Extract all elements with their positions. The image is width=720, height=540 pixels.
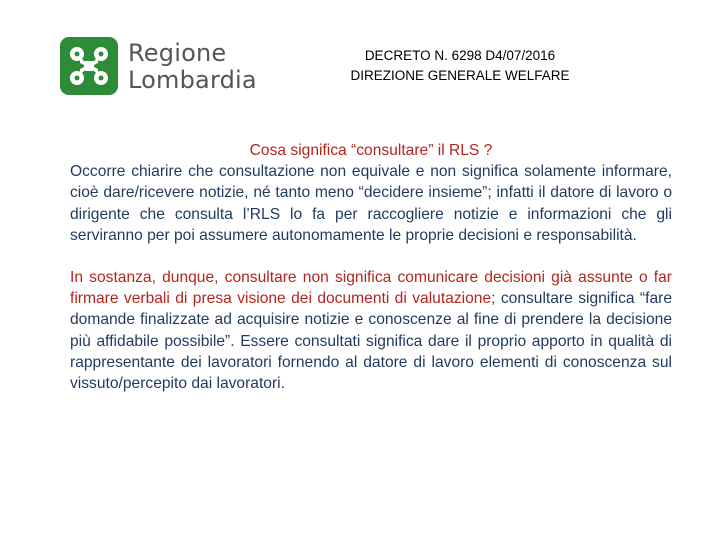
regione-lombardia-emblem-icon: [60, 37, 118, 95]
logo-line-regione: Regione: [128, 38, 227, 67]
decree-header: [300, 46, 620, 86]
section-title: Cosa significa “consultare” il RLS ?: [249, 142, 493, 159]
decree-number: DECRETO N. 6298 D4/07/2016: [364, 48, 556, 63]
regione-lombardia-logo: [60, 34, 270, 98]
paragraph-in-sostanza: [70, 267, 672, 394]
paragraph-red-text: In sostanza, dunque, consultare non significa comunicare decisioni già assunte o far firmare verbali di presa visione dei documenti di valutazione;: [70, 269, 672, 308]
slide-content: [70, 140, 672, 394]
paragraph-consultation-definition: Occorre chiarire che consultazione non equivale e non significa solamente informare, cioè dare/ricevere notizie, né tanto meno “decidere insieme”; infatti il datore di lavoro o dirigente che consulta l’RLS lo fa per raccogliere notizie e informazioni che gli serviranno per poi assumere autonomamente le proprie decisioni e responsabilità.: [70, 163, 672, 244]
decree-department: DIREZIONE GENERALE WELFARE: [350, 68, 570, 83]
logo-line-lombardia: Lombardia: [128, 65, 257, 94]
paragraph-spacer: [70, 246, 672, 267]
logo-wordmark: [128, 38, 257, 94]
paragraph-blue-text: consultare significa “fare domande finalizzate ad acquisire notizie e conoscenze al fine di prendere la decisione più affidabile possibile”. Essere consultati significa dare il proprio apporto in qualità di rappresentante dei lavoratori fornendo al datore di lavoro elementi di conoscenza sul vissuto/percepito dai lavoratori.: [70, 290, 672, 393]
